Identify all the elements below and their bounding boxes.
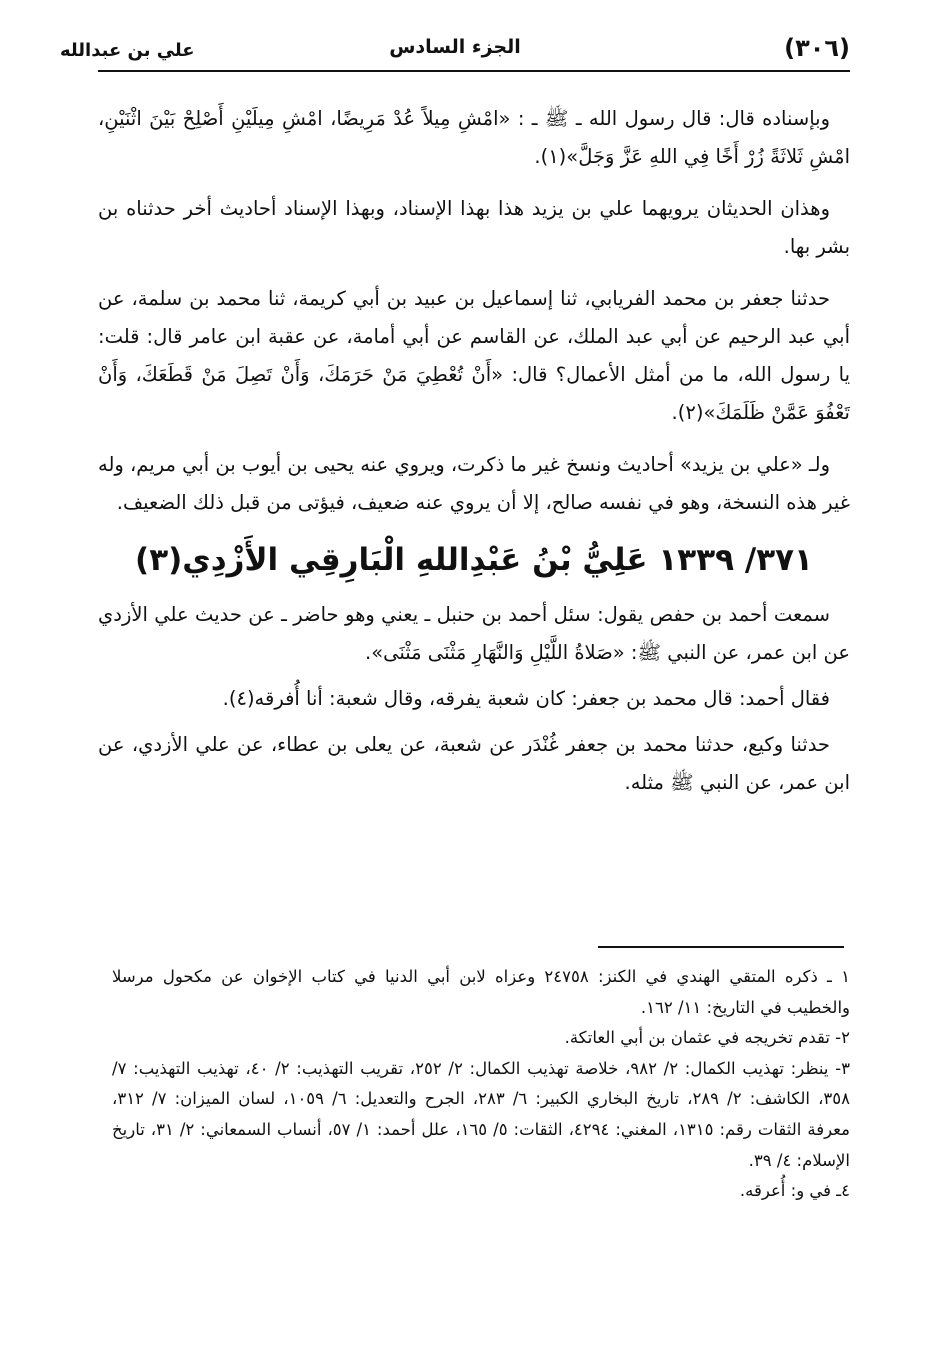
paragraph-3: حدثنا جعفر بن محمد الفريابي، ثنا إسماعيل بن عبيد بن أبي كريمة، ثنا محمد بن سلمة، عن أبي عبد الرحيم عن أبي عبد الملك، عن القاسم عن أبي أمامة، عن عقبة ابن عامر قال: قلت: يا رسول الله، ما من أمثل الأعمال؟ قال: «أَنْ تُعْطِيَ مَنْ حَرَمَكَ، وَأَنْ تَصِلَ مَنْ قَطَعَكَ، وَأَنْ تَعْفُوَ عَمَّنْ ظَلَمَكَ»(٢). (98, 287, 850, 424)
paragraph-2: وهذان الحديثان يرويهما علي بن يزيد هذا بهذا الإسناد، وبهذا الإسناد أحاديث أخر حدثناه بن بشر بها. (98, 197, 850, 258)
footnote-4: ٤ـ في و: أُعرقه. (739, 1181, 850, 1201)
footnote-2: ٢- تقدم تخريجه في عثمان بن أبي العاتكة. (564, 1028, 850, 1048)
footnote-3: ٣- ينظر: تهذيب الكمال: ٢/ ٩٨٢، خلاصة تهذيب الكمال: ٢/ ٢٥٢، تقريب التهذيب: ٢/ ٤٠، تهذيب التهذيب: ٧/ ٣٥٨، الكاشف: ٢/ ٢٨٩، تاريخ البخاري الكبير: ٦/ ٢٨٣، الجرح والتعديل: ٦/ ١٠٥٩، لسان الميزان: ٧/ ٣١٢، معرفة الثقات رقم: ١٣١٥، المغني: ٤٢٩٤، الثقات: ٥/ ١٦٥، علل أحمد: ١/ ٥٧، أنساب السمعاني: ٢/ ٣١، تاريخ الإسلام: ٤/ ٣٩. (112, 1058, 850, 1170)
footnote-rule (598, 946, 844, 948)
paragraph-4: ولـ «علي بن يزيد» أحاديث ونسخ غير ما ذكرت، ويروي عنه يحيى بن أيوب بن أبي مريم، وله غير هذه النسخة، وهو في نفسه صالح، إلا أن يروي عنه ضعيف، فيؤتى من قبل ذلك الضعيف. (98, 453, 850, 514)
volume-title: الجزء السادس (389, 36, 521, 58)
entry-heading: ٣٧١/ ١٣٣٩ عَلِيُّ بْنُ عَبْدِاللهِ الْبَارِقِي الأَزْدِي(٣) (135, 542, 813, 578)
paragraph-6: فقال أحمد: قال محمد بن جعفر: كان شعبة يفرقه، وقال شعبة: أنا أُفرقه(٤). (222, 687, 830, 710)
footnote-1: ١ ـ ذكره المتقي الهندي في الكنز: ٢٤٧٥٨ وعزاه لابن أبي الدنيا في كتاب الإخوان عن مكحول مرسلا والخطيب في التاريخ: ١١/ ١٦٢. (112, 967, 850, 1017)
header-rule (98, 70, 850, 72)
running-title: علي بن عبدالله (60, 40, 195, 61)
page-header (60, 28, 850, 68)
footnotes (112, 962, 850, 1207)
paragraph-5: سمعت أحمد بن حفص يقول: سئل أحمد بن حنبل ـ يعني وهو حاضر ـ عن حديث علي الأزدي عن ابن عمر، عن النبي ﷺ: «صَلاةُ اللَّيْلِ وَالنَّهَارِ مَثْنَى مَثْنَى». (98, 603, 850, 664)
page-number: (٣٠٦) (784, 34, 850, 62)
paragraph-1: وبإسناده قال: قال رسول الله ـ ﷺ ـ : «امْشِ مِيلاً عُدْ مَرِيضًا، امْشِ مِيلَيْنِ أَصْلِحْ بَيْنَ اثْنَيْنِ، امْشِ ثَلاثَةً زُرْ أَخًا فِي اللهِ عَزَّ وَجَلَّ»(١). (98, 107, 850, 168)
paragraph-7: حدثنا وكيع، حدثنا محمد بن جعفر غُنْدَر عن شعبة، عن يعلى بن عطاء، عن علي الأزدي، عن ابن عمر، عن النبي ﷺ مثله. (98, 733, 850, 794)
main-text (98, 100, 850, 816)
